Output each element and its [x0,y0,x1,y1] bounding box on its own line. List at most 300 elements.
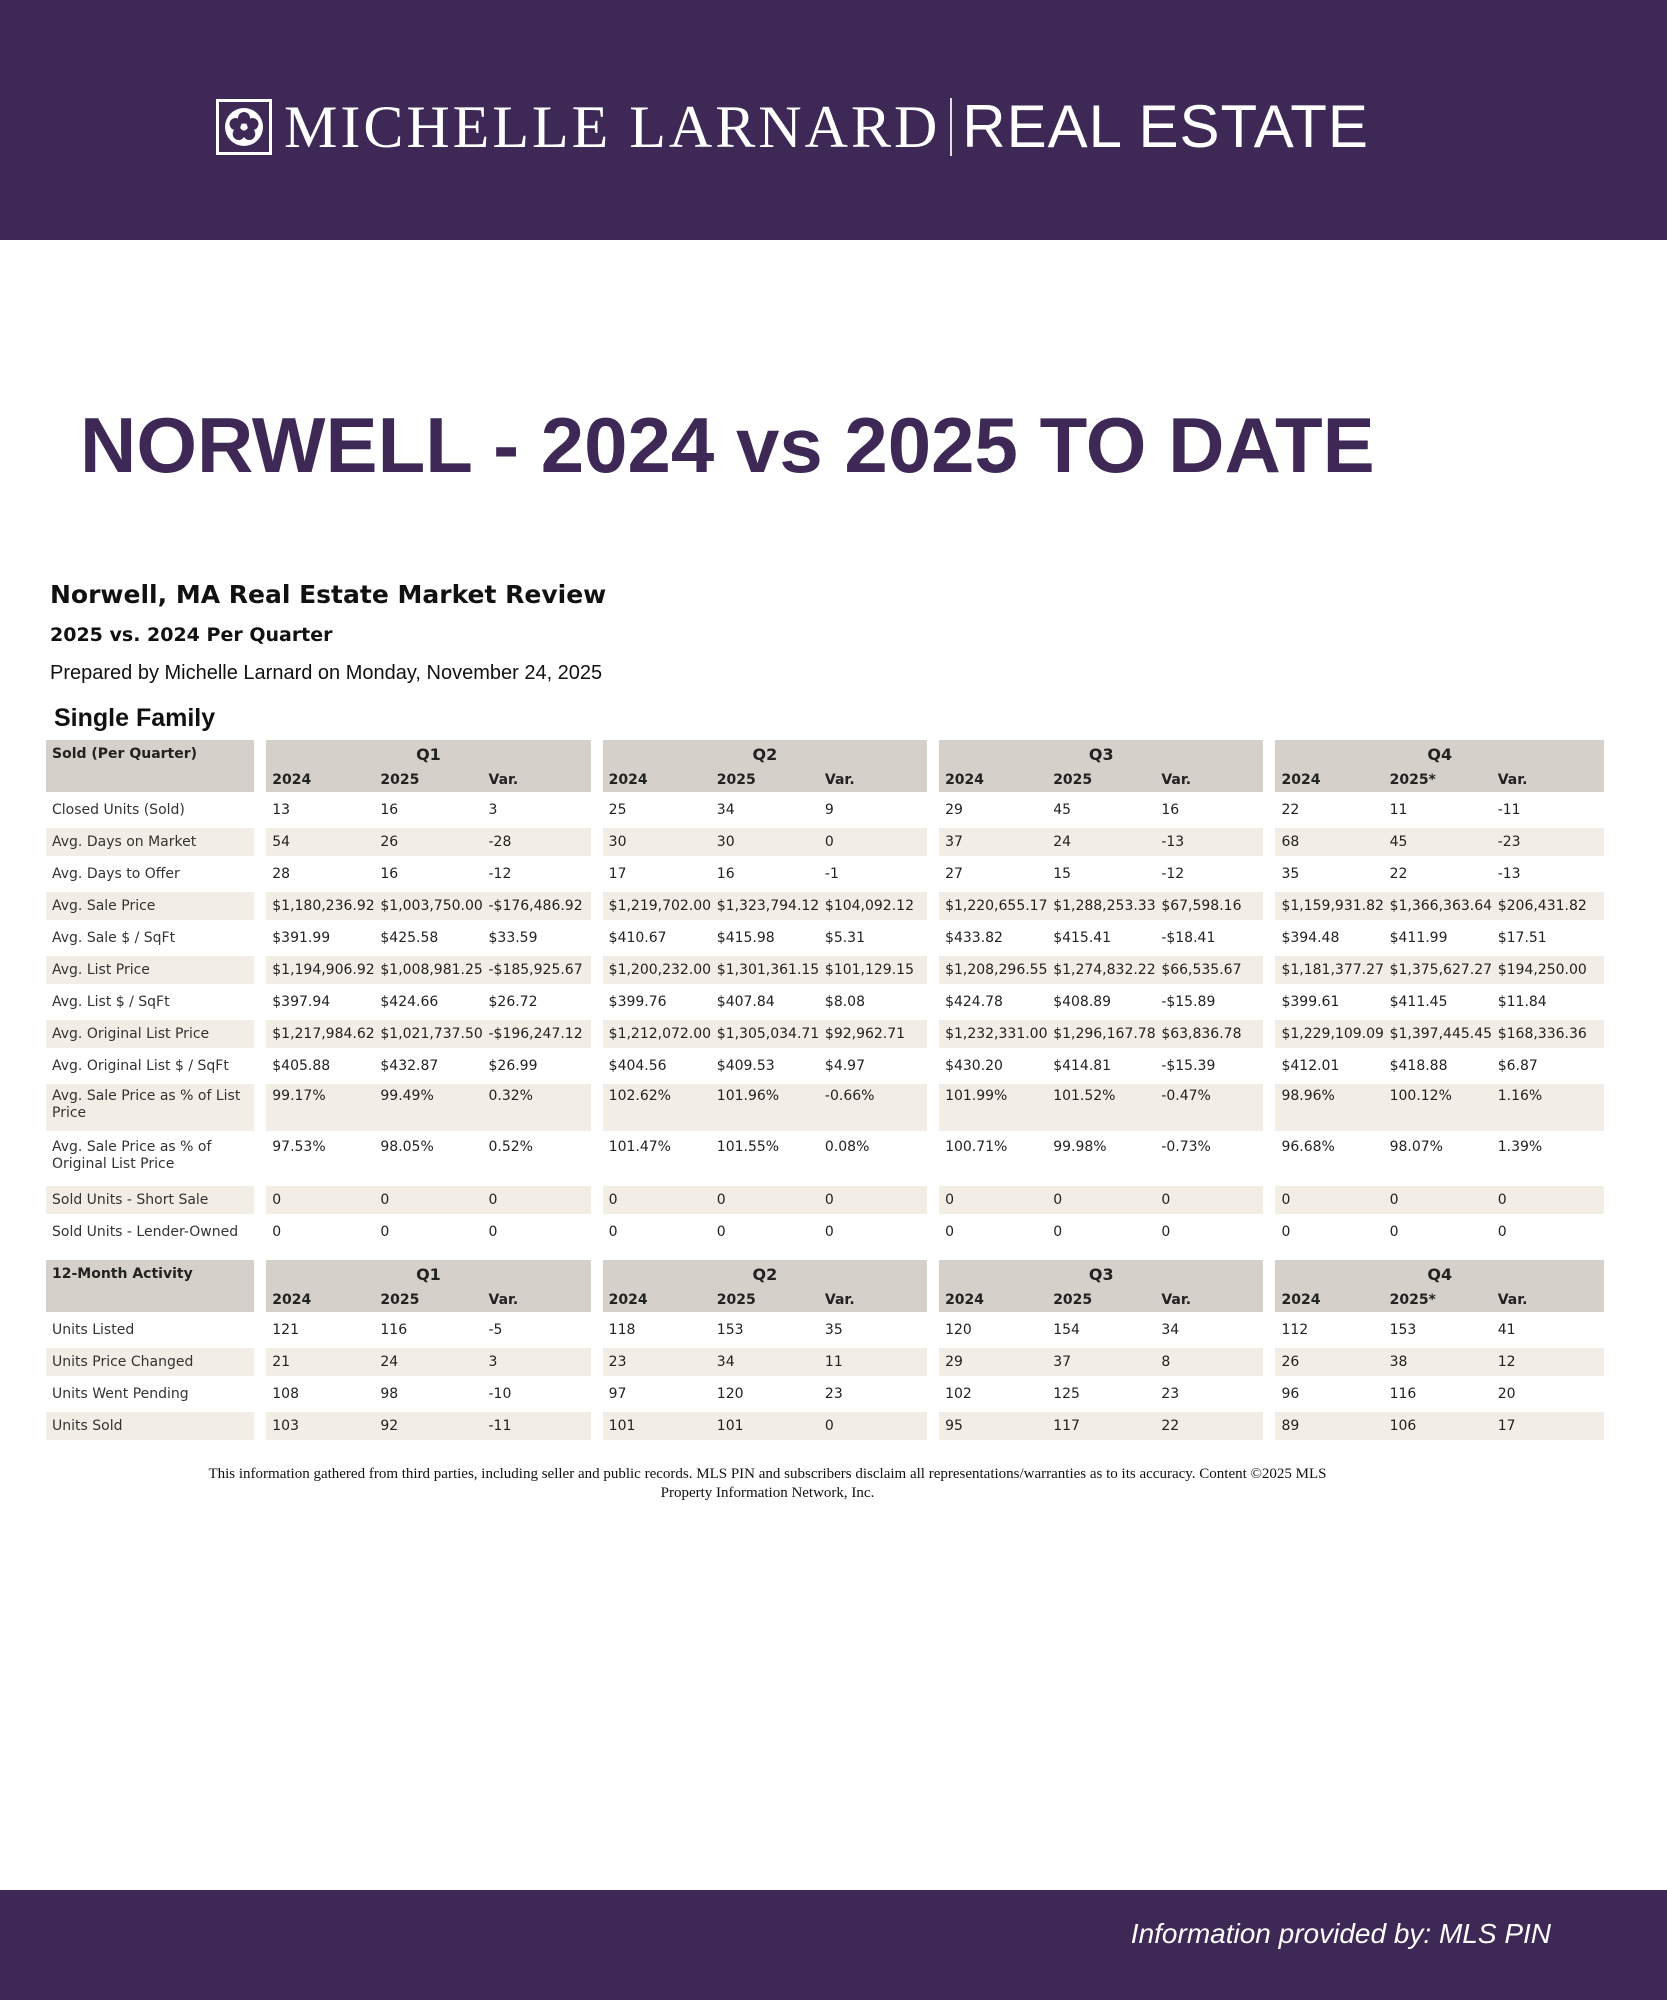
year-header: 2024 [603,1288,711,1316]
sold-table-container [46,740,1604,1250]
column-gap [927,1288,939,1316]
table-cell: 98.05% [374,1135,482,1186]
table-cell: $1,220,655.17 [939,892,1047,924]
column-gap [254,1316,266,1348]
activity-table [46,1260,1604,1444]
table-cell: 102.62% [603,1084,711,1135]
table-cell: 96 [1275,1380,1383,1412]
table-cell: -5 [483,1316,591,1348]
table-cell: 0 [374,1218,482,1250]
table-cell: 35 [1275,860,1383,892]
table-cell: -$18.41 [1155,924,1263,956]
table-cell: 120 [939,1316,1047,1348]
column-gap [927,956,939,988]
column-gap [1263,1135,1275,1186]
table-cell: 0 [1275,1218,1383,1250]
table-row [46,956,1604,988]
table-cell: $1,181,377.27 [1275,956,1383,988]
column-gap [1263,924,1275,956]
table-cell: 102 [939,1380,1047,1412]
table-cell: 34 [1155,1316,1263,1348]
table-cell: 101 [711,1412,819,1444]
table-cell: 26 [1275,1348,1383,1380]
year-header-row [46,1288,1604,1316]
table-cell: -10 [483,1380,591,1412]
table-cell: $410.67 [603,924,711,956]
column-gap [254,1135,266,1186]
table-cell: 153 [1384,1316,1492,1348]
column-gap [591,860,603,892]
table-cell: 41 [1492,1316,1604,1348]
year-header: Var. [1492,1288,1604,1316]
table-row [46,1412,1604,1444]
column-gap [927,860,939,892]
table-cell: 16 [711,860,819,892]
column-gap [591,1412,603,1444]
year-header: Var. [1492,768,1604,796]
column-gap [591,1288,603,1316]
table-cell: $194,250.00 [1492,956,1604,988]
year-header: Var. [1155,1288,1263,1316]
table-cell: $405.88 [266,1052,374,1084]
year-header: 2024 [939,768,1047,796]
table-cell: $408.89 [1047,988,1155,1020]
table-cell: $67,598.16 [1155,892,1263,924]
table-cell: $63,836.78 [1155,1020,1263,1052]
row-label: Avg. List $ / SqFt [46,988,254,1020]
column-gap [927,740,939,768]
column-gap [927,1218,939,1250]
table-cell: 0 [603,1218,711,1250]
column-gap [254,1288,266,1316]
table-cell: 34 [711,796,819,828]
table-cell: $424.66 [374,988,482,1020]
table-cell: 117 [1047,1412,1155,1444]
header-band [0,0,1667,240]
row-label: Units Listed [46,1316,254,1348]
table-cell: $1,021,737.50 [374,1020,482,1052]
table-cell: 0 [1492,1186,1604,1218]
table-cell: $5.31 [819,924,927,956]
brand-logo [216,95,1369,159]
source-credit: Information provided by: MLS PIN [1130,1918,1551,1949]
column-gap [254,1412,266,1444]
column-gap [591,1020,603,1052]
table-cell: $394.48 [1275,924,1383,956]
year-header: 2024 [266,1288,374,1316]
table-cell: $1,194,906.92 [266,956,374,988]
table-row [46,796,1604,828]
table-cell: 97 [603,1380,711,1412]
table-cell: 22 [1155,1412,1263,1444]
table-cell: 0 [1384,1186,1492,1218]
column-gap [591,828,603,860]
table-row [46,1348,1604,1380]
column-gap [591,988,603,1020]
column-gap [927,796,939,828]
column-gap [591,796,603,828]
row-label: Sold Units - Lender-Owned [46,1218,254,1250]
column-gap [927,1316,939,1348]
year-header: Var. [819,1288,927,1316]
quarter-header-q4: Q4 [1275,1260,1604,1288]
quarter-header-q3: Q3 [939,740,1263,768]
table-cell: 25 [603,796,711,828]
column-gap [254,988,266,1020]
year-header: 2025 [1047,1288,1155,1316]
table-cell: -$185,925.67 [483,956,591,988]
table-cell: 23 [1155,1380,1263,1412]
column-gap [1263,1084,1275,1135]
table-cell: 0 [939,1218,1047,1250]
table-cell: 0.32% [483,1084,591,1135]
table-cell: -1 [819,860,927,892]
year-header: 2025 [711,768,819,796]
table-cell: $168,336.36 [1492,1020,1604,1052]
column-gap [254,860,266,892]
table-cell: 112 [1275,1316,1383,1348]
table-cell: 16 [1155,796,1263,828]
table-cell: 20 [1492,1380,1604,1412]
year-header: Var. [819,768,927,796]
column-gap [591,1186,603,1218]
table-row [46,828,1604,860]
column-gap [254,796,266,828]
brand-divider [950,98,952,156]
column-gap [591,768,603,796]
row-label: Units Sold [46,1412,254,1444]
column-gap [1263,860,1275,892]
column-gap [927,828,939,860]
table-row [46,1084,1604,1135]
brand-name: MICHELLE LARNARD [284,94,941,160]
table-cell: $1,003,750.00 [374,892,482,924]
row-label: Avg. Sale Price as % of List Price [46,1084,254,1135]
table-cell: -$15.39 [1155,1052,1263,1084]
table-cell: 8 [1155,1348,1263,1380]
table-cell: 116 [374,1316,482,1348]
table-cell: 12 [1492,1348,1604,1380]
table-cell: 68 [1275,828,1383,860]
row-label: Avg. Original List Price [46,1020,254,1052]
year-header: 2025* [1384,768,1492,796]
table-cell: 29 [939,1348,1047,1380]
year-header: 2024 [603,768,711,796]
column-gap [927,1380,939,1412]
table-cell: -11 [483,1412,591,1444]
table-cell: $1,301,361.15 [711,956,819,988]
table-cell: 23 [603,1348,711,1380]
quarter-header-q2: Q2 [603,740,927,768]
table-cell: -0.73% [1155,1135,1263,1186]
column-gap [927,1052,939,1084]
table-cell: $411.99 [1384,924,1492,956]
column-gap [1263,1020,1275,1052]
table-cell: 97.53% [266,1135,374,1186]
table-cell: 0 [483,1186,591,1218]
column-gap [254,1380,266,1412]
table-cell: 0 [1492,1218,1604,1250]
table-cell: $101,129.15 [819,956,927,988]
column-gap [254,956,266,988]
table-cell: 0 [266,1218,374,1250]
column-gap [591,956,603,988]
column-gap [254,768,266,796]
row-label: Avg. Sale Price as % of Original List Price [46,1135,254,1186]
table-cell: $1,366,363.64 [1384,892,1492,924]
table-cell: 125 [1047,1380,1155,1412]
column-gap [254,740,266,768]
table-cell: $414.81 [1047,1052,1155,1084]
table-cell: 15 [1047,860,1155,892]
row-label: Units Went Pending [46,1380,254,1412]
table-cell: 0 [483,1218,591,1250]
column-gap [1263,1218,1275,1250]
table-cell: 103 [266,1412,374,1444]
year-header: Var. [483,1288,591,1316]
table-cell: $1,288,253.33 [1047,892,1155,924]
table-cell: $1,229,109.09 [1275,1020,1383,1052]
column-gap [591,1348,603,1380]
table-cell: 0 [374,1186,482,1218]
table-cell: 13 [266,796,374,828]
table-row [46,1135,1604,1186]
table-cell: $26.99 [483,1052,591,1084]
table-cell: 54 [266,828,374,860]
table-cell: 0 [1384,1218,1492,1250]
table-cell: 37 [1047,1348,1155,1380]
column-gap [591,740,603,768]
table-row [46,1052,1604,1084]
table-cell: $418.88 [1384,1052,1492,1084]
column-gap [927,1020,939,1052]
table-cell: 0 [603,1186,711,1218]
column-gap [591,1052,603,1084]
table-cell: 0 [819,828,927,860]
quarter-header-q2: Q2 [603,1260,927,1288]
row-label: Sold Units - Short Sale [46,1186,254,1218]
table-cell: 92 [374,1412,482,1444]
table-row [46,1186,1604,1218]
column-gap [254,828,266,860]
table-cell: 96.68% [1275,1135,1383,1186]
activity-table-container [46,1260,1604,1444]
table-cell: 1.39% [1492,1135,1604,1186]
column-gap [1263,828,1275,860]
table-cell: 154 [1047,1316,1155,1348]
column-gap [254,1052,266,1084]
table-cell: $407.84 [711,988,819,1020]
column-gap [927,1084,939,1135]
table-row [46,1218,1604,1250]
year-header: 2025 [1047,768,1155,796]
table-cell: 0 [1047,1218,1155,1250]
table-cell: -11 [1492,796,1604,828]
table-cell: 24 [1047,828,1155,860]
table-cell: -13 [1492,860,1604,892]
year-header: 2025* [1384,1288,1492,1316]
column-gap [1263,892,1275,924]
column-gap [1263,988,1275,1020]
column-gap [1263,956,1275,988]
table-cell: 0 [711,1186,819,1218]
table-cell: $1,200,232.00 [603,956,711,988]
table-cell: 9 [819,796,927,828]
table-cell: 16 [374,860,482,892]
table-cell: 106 [1384,1412,1492,1444]
table-cell: $415.41 [1047,924,1155,956]
table-cell: 89 [1275,1412,1383,1444]
table-cell: 99.17% [266,1084,374,1135]
table-cell: $8.08 [819,988,927,1020]
column-gap [927,1348,939,1380]
table-cell: 0.52% [483,1135,591,1186]
year-header-row [46,768,1604,796]
column-gap [1263,740,1275,768]
table-cell: $104,092.12 [819,892,927,924]
table-cell: 0.08% [819,1135,927,1186]
table-cell: 28 [266,860,374,892]
brand-subtitle: REAL ESTATE [962,93,1369,160]
column-gap [1263,796,1275,828]
quarter-header-q3: Q3 [939,1260,1263,1288]
table-cell: 120 [711,1380,819,1412]
table-cell: $1,212,072.00 [603,1020,711,1052]
table-row [46,988,1604,1020]
quarter-header-q4: Q4 [1275,740,1604,768]
table-cell: -23 [1492,828,1604,860]
table-row [46,860,1604,892]
table-cell: $399.61 [1275,988,1383,1020]
column-gap [254,1084,266,1135]
column-gap [1263,1288,1275,1316]
table-cell: 3 [483,796,591,828]
column-gap [591,1380,603,1412]
column-gap [927,1412,939,1444]
year-header: 2025 [374,1288,482,1316]
column-gap [591,1135,603,1186]
table-cell: -$196,247.12 [483,1020,591,1052]
column-gap [254,1186,266,1218]
table-cell: $1,159,931.82 [1275,892,1383,924]
quarter-header-row [46,740,1604,768]
table-cell: 30 [711,828,819,860]
table-cell: 0 [1047,1186,1155,1218]
table-cell: 98.96% [1275,1084,1383,1135]
table-cell: $399.76 [603,988,711,1020]
column-gap [1263,1348,1275,1380]
table-cell: $1,323,794.12 [711,892,819,924]
row-label: Avg. Sale Price [46,892,254,924]
table-cell: 29 [939,796,1047,828]
table-cell: -12 [483,860,591,892]
table-cell: $92,962.71 [819,1020,927,1052]
table-cell: -$15.89 [1155,988,1263,1020]
table-cell: 0 [711,1218,819,1250]
table-cell: 153 [711,1316,819,1348]
prepared-by: Prepared by Michelle Larnard on Monday, November 24, 2025 [50,662,603,684]
table-cell: 27 [939,860,1047,892]
row-label: Avg. Days on Market [46,828,254,860]
column-gap [254,1020,266,1052]
table-row [46,892,1604,924]
table-cell: $1,208,296.55 [939,956,1047,988]
table-cell: $1,219,702.00 [603,892,711,924]
table-cell: -28 [483,828,591,860]
column-gap [591,1084,603,1135]
table-cell: $1,296,167.78 [1047,1020,1155,1052]
table-cell: 45 [1384,828,1492,860]
table-cell: 101 [603,1412,711,1444]
table-cell: $1,008,981.25 [374,956,482,988]
year-header: 2024 [1275,768,1383,796]
table-cell: $409.53 [711,1052,819,1084]
table-cell: $433.82 [939,924,1047,956]
column-gap [591,1218,603,1250]
column-gap [927,1135,939,1186]
table-cell: $66,535.67 [1155,956,1263,988]
table-row [46,1020,1604,1052]
column-gap [1263,1260,1275,1288]
table-cell: 45 [1047,796,1155,828]
report-title: Norwell, MA Real Estate Market Review [50,580,607,609]
column-gap [591,1260,603,1288]
column-gap [927,1186,939,1218]
table-cell: $4.97 [819,1052,927,1084]
table-cell: 21 [266,1348,374,1380]
table-cell: 98 [374,1380,482,1412]
quarter-header-row [46,1260,1604,1288]
column-gap [1263,1186,1275,1218]
table-cell: 24 [374,1348,482,1380]
row-label: Avg. Sale $ / SqFt [46,924,254,956]
table-cell: $397.94 [266,988,374,1020]
table-cell: $1,305,034.71 [711,1020,819,1052]
year-header: 2025 [711,1288,819,1316]
table-cell: -13 [1155,828,1263,860]
table-cell: 16 [374,796,482,828]
table-cell: 0 [1155,1218,1263,1250]
table-cell: 17 [603,860,711,892]
table-row [46,1380,1604,1412]
table-cell: 26 [374,828,482,860]
table-row [46,924,1604,956]
table-cell: 0 [819,1412,927,1444]
table-cell: 0 [266,1186,374,1218]
column-gap [1263,1052,1275,1084]
table-cell: $425.58 [374,924,482,956]
table-cell: 116 [1384,1380,1492,1412]
year-header: 2025 [374,768,482,796]
table-cell: 11 [1384,796,1492,828]
table-cell: 1.16% [1492,1084,1604,1135]
table-cell: 101.99% [939,1084,1047,1135]
quarter-header-q1: Q1 [266,740,590,768]
table-cell: 100.71% [939,1135,1047,1186]
column-gap [927,1260,939,1288]
quarter-header-q1: Q1 [266,1260,590,1288]
column-gap [927,768,939,796]
table-cell: 101.55% [711,1135,819,1186]
table-cell: $432.87 [374,1052,482,1084]
table-cell: 35 [819,1316,927,1348]
column-gap [1263,1380,1275,1412]
disclaimer: This information gathered from third parties, including seller and public records. MLS PIN and subscribers disclaim all representations/warranties as to its accuracy. Content ©2025 MLS Property Information Network, Inc. [208,1466,1327,1501]
table-cell: $1,232,331.00 [939,1020,1047,1052]
report-subtitle: 2025 vs. 2024 Per Quarter [50,624,333,646]
table-cell: -12 [1155,860,1263,892]
table-cell: -0.66% [819,1084,927,1135]
